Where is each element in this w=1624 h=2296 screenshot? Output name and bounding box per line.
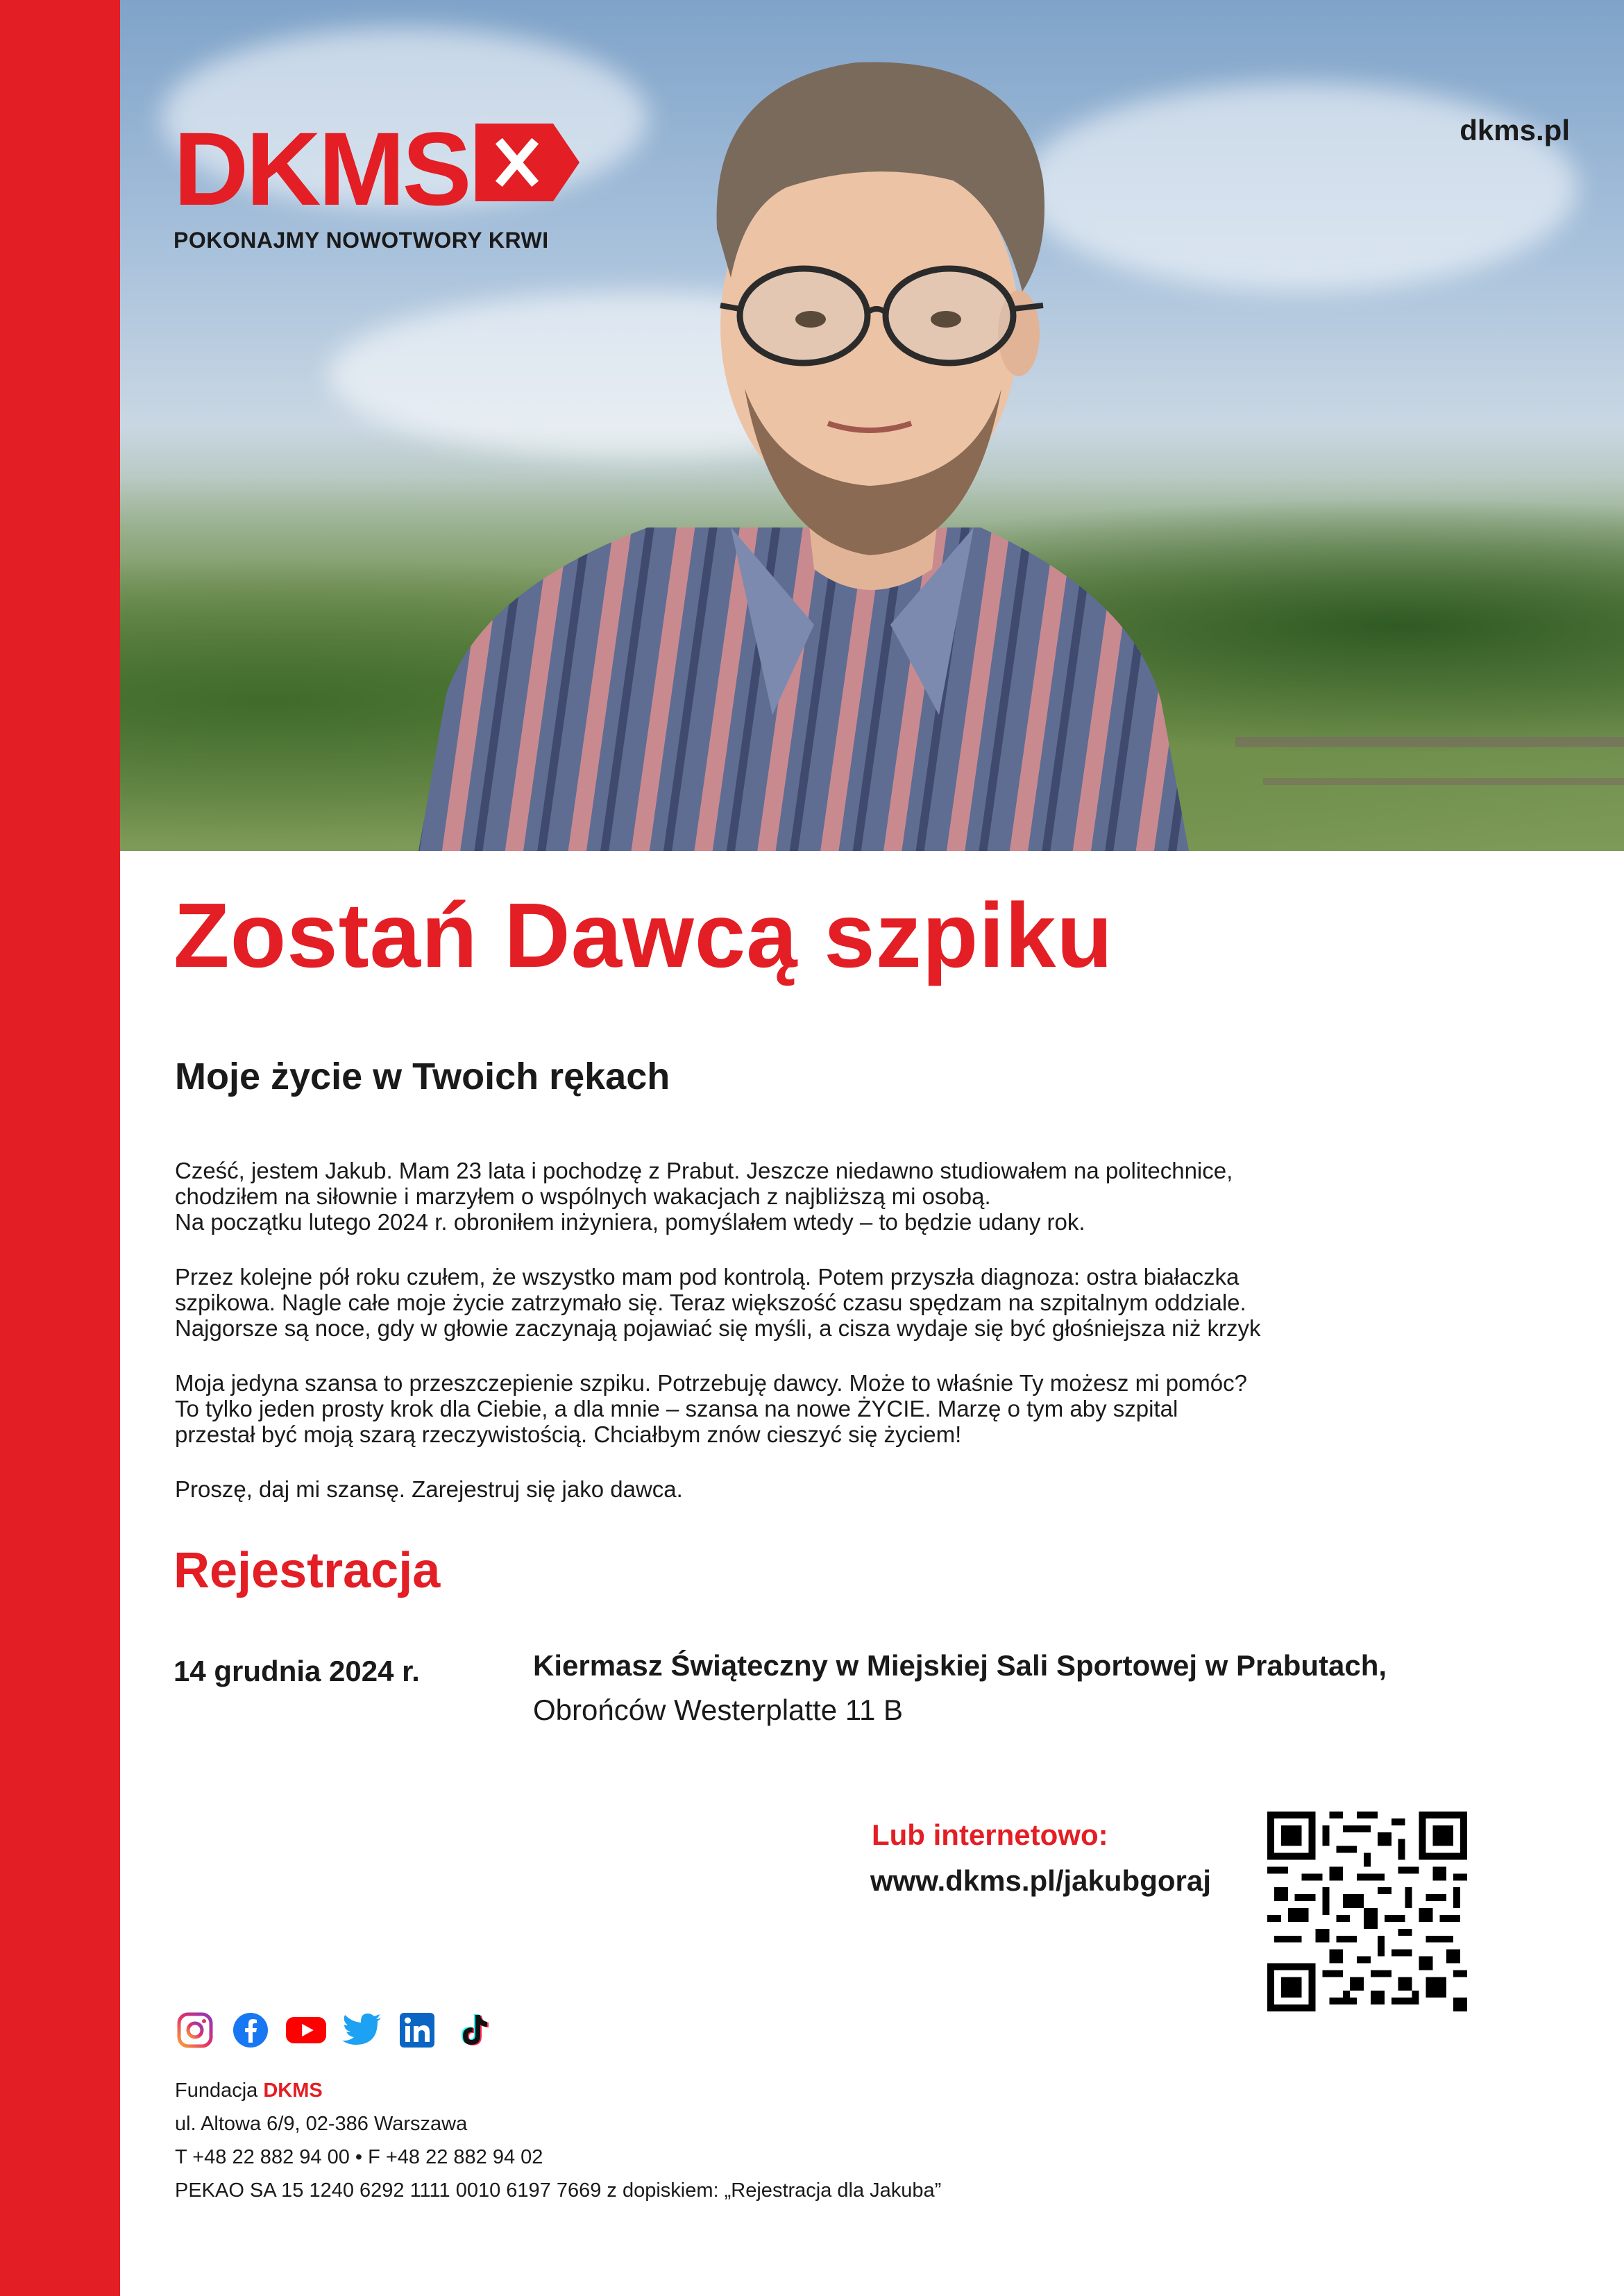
registration-date: 14 grudnia 2024 r. xyxy=(174,1655,420,1687)
story-line: To tylko jeden prosty krok dla Ciebie, a dla mnie – szansa na nowe ŻYCIE. Marzę o tym aby szpital xyxy=(175,1396,1178,1421)
story-paragraph xyxy=(175,1370,1513,1447)
story-line: Najgorsze są noce, gdy w głowie zaczynają pojawiać się myśli, a cisza wydaje się być głośniejsza niż krzyk xyxy=(175,1315,1261,1341)
social-links xyxy=(175,2010,493,2050)
footer-contact xyxy=(175,2074,941,2207)
registration-address: Obrońców Westerplatte 11 B xyxy=(533,1694,904,1726)
story-line: Moja jedyna szansa to przeszczepienie szpiku. Potrzebuję dawcy. Może to właśnie Ty możesz mi pomóc? xyxy=(175,1370,1247,1396)
instagram-icon[interactable] xyxy=(175,2010,215,2050)
logo-tagline: POKONAJMY NOWOTWORY KRWI xyxy=(174,228,549,253)
linkedin-icon[interactable] xyxy=(397,2010,437,2050)
story-paragraph xyxy=(175,1264,1513,1341)
online-registration-link[interactable]: www.dkms.pl/jakubgoraj xyxy=(870,1864,1211,1897)
story-text xyxy=(175,1158,1513,1531)
page-subtitle: Moje życie w Twoich rękach xyxy=(175,1056,670,1097)
dkms-logo xyxy=(174,110,580,253)
story-paragraph xyxy=(175,1476,1513,1502)
story-line: Cześć, jestem Jakub. Mam 23 lata i pochodzę z Prabut. Jeszcze niedawno studiowałem na politechnice, xyxy=(175,1158,1233,1183)
footer-address: ul. Altowa 6/9, 02-386 Warszawa xyxy=(175,2113,468,2135)
logo-wordmark: DKMS xyxy=(174,110,469,227)
tiktok-icon[interactable] xyxy=(452,2010,493,2050)
story-line: chodziłem na siłownie i marzyłem o wspólnych wakacjach z najbliższą mi osobą. xyxy=(175,1183,991,1209)
facebook-icon[interactable] xyxy=(230,2010,271,2050)
story-paragraph xyxy=(175,1158,1513,1235)
left-red-bar xyxy=(0,0,120,2296)
foundation-name: Fundacja DKMS xyxy=(175,2079,323,2102)
registration-heading: Rejestracja xyxy=(174,1543,441,1598)
online-label: Lub internetowo: xyxy=(872,1818,1108,1851)
footer-bank-account: PEKAO SA 15 1240 6292 1111 0010 6197 7669 z dopiskiem: „Rejestracja dla Jakuba” xyxy=(175,2179,942,2202)
story-line: przestał być moją szarą rzeczywistością. Chciałbym znów cieszyć się życiem! xyxy=(175,1421,962,1447)
website-link[interactable]: dkms.pl xyxy=(1460,114,1570,146)
qr-code[interactable] xyxy=(1267,1812,1467,2011)
registration-place: Kiermasz Świąteczny w Miejskiej Sali Sportowej w Prabutach, xyxy=(533,1649,1387,1682)
story-line: Przez kolejne pół roku czułem, że wszystko mam pod kontrolą. Potem przyszła diagnoza: ostra białaczka xyxy=(175,1264,1240,1290)
story-line: Proszę, daj mi szansę. Zarejestruj się jako dawca. xyxy=(175,1476,683,1502)
youtube-icon[interactable] xyxy=(286,2010,326,2050)
twitter-icon[interactable] xyxy=(341,2010,382,2050)
logo-x-icon xyxy=(475,124,580,201)
page-title: Zostań Dawcą szpiku xyxy=(174,884,1114,986)
story-line: szpikowa. Nagle całe moje życie zatrzymało się. Teraz większość czasu spędzam na szpitalnym oddziale. xyxy=(175,1290,1246,1315)
story-line: Na początku lutego 2024 r. obroniłem inżyniera, pomyślałem wtedy – to będzie udany rok. xyxy=(175,1209,1085,1235)
footer-phone: T +48 22 882 94 00 • F +48 22 882 94 02 xyxy=(175,2146,543,2168)
